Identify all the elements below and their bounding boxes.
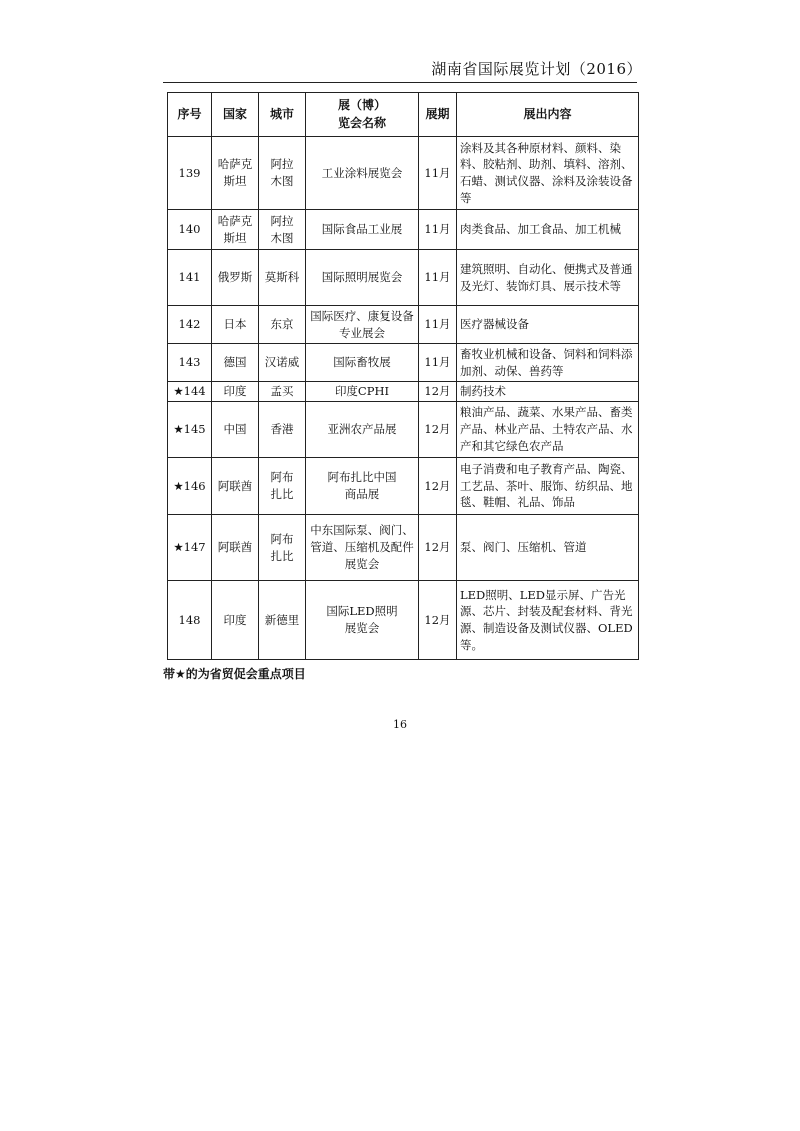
cell-exhibition-name: 国际食品工业展 <box>306 210 419 250</box>
cell-country: 中国 <box>212 402 259 458</box>
cell-period: 12月 <box>419 581 457 660</box>
cell-city: 阿拉 木图 <box>259 210 306 250</box>
cell-city: 孟买 <box>259 382 306 402</box>
cell-country: 印度 <box>212 581 259 660</box>
cell-country: 印度 <box>212 382 259 402</box>
table-row <box>168 210 639 250</box>
column-header-number: 序号 <box>168 93 212 137</box>
cell-country: 日本 <box>212 306 259 344</box>
cell-period: 11月 <box>419 250 457 306</box>
cell-content: 畜牧业机械和设备、饲料和饲料添加剂、动保、兽药等 <box>457 344 639 382</box>
cell-city: 阿布 扎比 <box>259 458 306 515</box>
cell-city: 莫斯科 <box>259 250 306 306</box>
table-row <box>168 344 639 382</box>
footnote: 带★的为省贸促会重点项目 <box>163 667 306 681</box>
cell-exhibition-name: 国际照明展览会 <box>306 250 419 306</box>
cell-content: LED照明、LED显示屏、广告光源、芯片、封装及配套材料、背光源、制造设备及测试仪器、OLED等。 <box>457 581 639 660</box>
column-header-period: 展期 <box>419 93 457 137</box>
table-row <box>168 137 639 210</box>
cell-country: 阿联酋 <box>212 458 259 515</box>
cell-number: ★146 <box>168 458 212 515</box>
page-header-title: 湖南省国际展览计划（2016） <box>431 60 642 78</box>
cell-country: 哈萨克 斯坦 <box>212 137 259 210</box>
table-header-row <box>168 93 639 137</box>
cell-exhibition-name: 工业涂料展览会 <box>306 137 419 210</box>
column-header-country: 国家 <box>212 93 259 137</box>
cell-content: 医疗器械设备 <box>457 306 639 344</box>
cell-city: 阿布 扎比 <box>259 515 306 581</box>
cell-content: 肉类食品、加工食品、加工机械 <box>457 210 639 250</box>
cell-content: 涂料及其各种原材料、颜料、染料、胶粘剂、助剂、填料、溶剂、石蜡、测试仪器、涂料及涂装设备等 <box>457 137 639 210</box>
header-divider <box>163 82 637 83</box>
cell-city: 阿拉 木图 <box>259 137 306 210</box>
cell-period: 11月 <box>419 137 457 210</box>
table-row <box>168 382 639 402</box>
cell-number: ★147 <box>168 515 212 581</box>
table-row <box>168 250 639 306</box>
cell-exhibition-name: 亚洲农产品展 <box>306 402 419 458</box>
cell-number: 142 <box>168 306 212 344</box>
column-header-exhibition-name: 展（博） 览会名称 <box>306 93 419 137</box>
cell-content: 电子消费和电子教育产品、陶瓷、工艺品、茶叶、服饰、纺织品、地毯、鞋帽、礼品、饰品 <box>457 458 639 515</box>
cell-exhibition-name: 国际畜牧展 <box>306 344 419 382</box>
cell-period: 12月 <box>419 382 457 402</box>
cell-exhibition-name: 国际LED照明 展览会 <box>306 581 419 660</box>
column-header-city: 城市 <box>259 93 306 137</box>
exhibition-table <box>167 92 639 660</box>
cell-period: 12月 <box>419 515 457 581</box>
cell-content: 制药技术 <box>457 382 639 402</box>
cell-city: 东京 <box>259 306 306 344</box>
cell-exhibition-name: 阿布扎比中国 商品展 <box>306 458 419 515</box>
cell-exhibition-name: 国际医疗、康复设备专业展会 <box>306 306 419 344</box>
table-row <box>168 515 639 581</box>
cell-period: 11月 <box>419 306 457 344</box>
cell-period: 11月 <box>419 210 457 250</box>
table-row <box>168 458 639 515</box>
column-header-content: 展出内容 <box>457 93 639 137</box>
cell-period: 12月 <box>419 402 457 458</box>
cell-number: 148 <box>168 581 212 660</box>
cell-country: 阿联酋 <box>212 515 259 581</box>
cell-exhibition-name: 中东国际泵、阀门、管道、压缩机及配件展览会 <box>306 515 419 581</box>
table-row <box>168 581 639 660</box>
cell-country: 俄罗斯 <box>212 250 259 306</box>
cell-exhibition-name: 印度CPHI <box>306 382 419 402</box>
cell-city: 香港 <box>259 402 306 458</box>
cell-number: 141 <box>168 250 212 306</box>
cell-number: 143 <box>168 344 212 382</box>
cell-period: 12月 <box>419 458 457 515</box>
cell-country: 德国 <box>212 344 259 382</box>
cell-content: 建筑照明、自动化、便携式及普通及光灯、装饰灯具、展示技术等 <box>457 250 639 306</box>
cell-country: 哈萨克 斯坦 <box>212 210 259 250</box>
cell-content: 泵、阀门、压缩机、管道 <box>457 515 639 581</box>
table-row <box>168 402 639 458</box>
page-number: 16 <box>393 718 407 731</box>
cell-number: ★144 <box>168 382 212 402</box>
cell-number: 139 <box>168 137 212 210</box>
cell-number: 140 <box>168 210 212 250</box>
cell-city: 新德里 <box>259 581 306 660</box>
cell-city: 汉诺威 <box>259 344 306 382</box>
cell-period: 11月 <box>419 344 457 382</box>
cell-content: 粮油产品、蔬菜、水果产品、畜类产品、林业产品、土特农产品、水产和其它绿色农产品 <box>457 402 639 458</box>
table-row <box>168 306 639 344</box>
cell-number: ★145 <box>168 402 212 458</box>
